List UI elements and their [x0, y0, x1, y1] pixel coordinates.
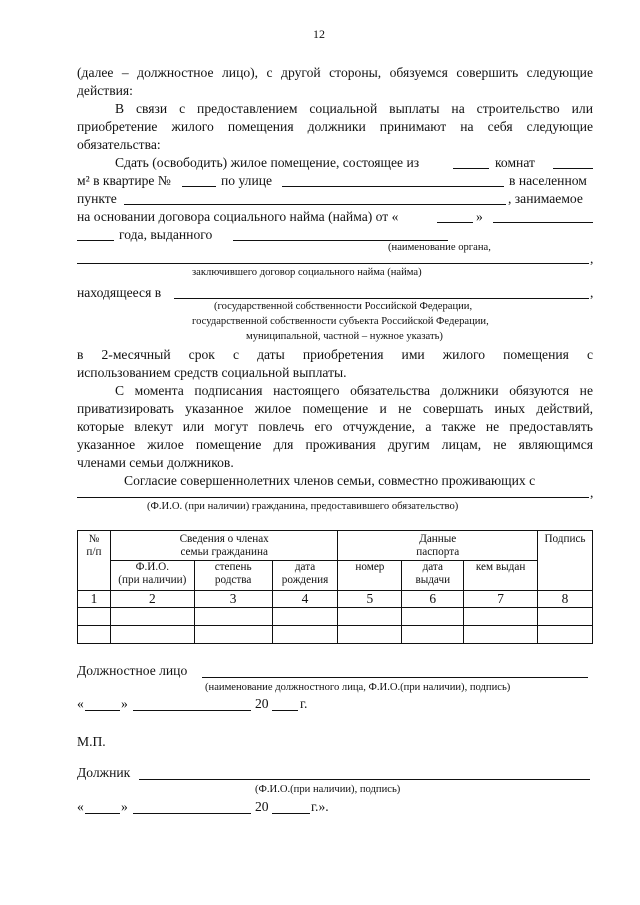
date2-open-quote: « [77, 799, 84, 814]
debtor-label: Должник [77, 765, 131, 780]
hint-contract: заключившего договор социального найма (найма) [192, 267, 422, 278]
street-blank [282, 186, 504, 187]
date1-year-blank [272, 710, 298, 711]
column-number: 1 [78, 591, 111, 608]
header-row-number: № п/п [78, 531, 111, 591]
stamp-place: М.П. [77, 734, 106, 749]
debtor-signature-blank [139, 779, 590, 780]
paragraph-5-line-4: указанное жилое помещение для проживания другим лицам, не являющимся [77, 437, 593, 452]
date1-day-blank [85, 710, 120, 711]
column-number: 5 [338, 591, 402, 608]
paragraph-3-line-2b: по улице [221, 173, 273, 188]
paragraph-2-line-3: обязательства: [77, 137, 161, 152]
header-relation: степень родства [194, 561, 272, 591]
column-number: 8 [537, 591, 592, 608]
paragraph-3-line-5: года, выданного [119, 227, 213, 242]
date1-year-prefix: 20 [255, 696, 269, 711]
date2-year-suffix: г.». [311, 799, 329, 814]
consent-line: Согласие совершеннолетних членов семьи, совместно проживающих с [124, 473, 536, 488]
apartment-number-blank [182, 186, 216, 187]
date2-month-blank [133, 813, 251, 814]
column-number: 4 [272, 591, 338, 608]
family-members-table [77, 530, 593, 644]
date2-year-blank [272, 813, 310, 814]
paragraph-2-line-2: приобретение жилого помещения должники принимают на себя следующие [77, 119, 593, 134]
date1-close-quote: » [121, 696, 128, 711]
ownership-blank [174, 298, 589, 299]
column-numbers-row [78, 591, 593, 608]
page-number: 12 [313, 27, 325, 41]
rooms-count-blank [453, 168, 489, 169]
paragraph-5-line-3: которые влекут или могут повлечь его отчуждение, а также не предоставлять [77, 419, 593, 434]
paragraph-3-line-2c: в населенном [509, 173, 587, 188]
hint-official: (наименование должностного лица, Ф.И.О.(при наличии), подпись) [205, 682, 511, 693]
paragraph-3-line-1b: комнат [495, 155, 535, 170]
header-passport-data: Данные паспорта [338, 531, 538, 561]
column-number: 6 [402, 591, 464, 608]
paragraph-3-line-4b: » [476, 209, 483, 224]
contract-day-blank [437, 222, 473, 223]
citizen-line-comma: , [590, 485, 594, 500]
paragraph-4-line-2: использованием средств социальной выплаты. [77, 365, 347, 380]
header-fio: Ф.И.О. (при наличии) [110, 561, 194, 591]
contract-year-blank [77, 240, 114, 241]
table-row [78, 608, 593, 626]
header-family-info: Сведения о членах семьи гражданина [110, 531, 338, 561]
ownership-line-comma: , [590, 285, 594, 300]
paragraph-3-line-1a: Сдать (освободить) жилое помещение, состоящее из [115, 155, 420, 170]
date1-year-suffix: г. [300, 696, 308, 711]
citizen-name-blank [77, 497, 589, 498]
paragraph-5-line-2: приватизировать указанное жилое помещение и не совершать иных действий, [77, 401, 593, 416]
column-number: 7 [464, 591, 538, 608]
header-signature: Подпись [537, 531, 592, 591]
header-issued-by: кем выдан [464, 561, 538, 591]
paragraph-1-line-2: действия: [77, 83, 133, 98]
date2-day-blank [85, 813, 120, 814]
header-birth-date: дата рождения [272, 561, 338, 591]
contract-month-blank [493, 222, 593, 223]
paragraph-3-line-4a: на основании договора социального найма (найма) от « [77, 209, 399, 224]
paragraph-3-line-2a: м² в квартире № [77, 173, 171, 188]
hint-organ: (наименование органа, [388, 242, 491, 253]
hint-ownership-3: муниципальной, частной – нужное указать) [246, 331, 443, 342]
date1-month-blank [133, 710, 251, 711]
settlement-blank [124, 204, 506, 205]
hint-debtor: (Ф.И.О.(при наличии), подпись) [255, 784, 401, 795]
paragraph-5-line-5: членами семьи должников. [77, 455, 234, 470]
paragraph-3-line-3b: , занимаемое [508, 191, 583, 206]
column-number: 3 [194, 591, 272, 608]
hint-citizen-fio: (Ф.И.О. (при наличии) гражданина, предоставившего обязательство) [147, 501, 459, 512]
hint-ownership-1: (государственной собственности Российской Федерации, [214, 301, 473, 312]
official-signature-blank [202, 677, 588, 678]
header-passport-number: номер [338, 561, 402, 591]
located-in-label: находящееся в [77, 285, 162, 300]
paragraph-4-line-1: в 2-месячный срок с даты приобретения ими жилого помещения с [77, 347, 593, 362]
paragraph-2-line-1: В связи с предоставлением социальной выплаты на строительство или [115, 101, 593, 116]
organ-line-comma: , [590, 251, 594, 266]
column-number: 2 [110, 591, 194, 608]
date2-year-prefix: 20 [255, 799, 269, 814]
hint-ownership-2: государственной собственности субъекта Российской Федерации, [192, 316, 489, 327]
official-label: Должностное лицо [77, 663, 188, 678]
date2-close-quote: » [121, 799, 128, 814]
header-issue-date: дата выдачи [402, 561, 464, 591]
paragraph-3-line-3a: пункте [77, 191, 117, 206]
date1-open-quote: « [77, 696, 84, 711]
table-row [78, 626, 593, 644]
area-blank [553, 168, 593, 169]
organ-name-blank [77, 263, 589, 264]
paragraph-5-line-1: С момента подписания настоящего обязательства должники обязуются не [115, 383, 593, 398]
paragraph-1-line-1: (далее – должностное лицо), с другой стороны, обязуемся совершить следующие [77, 65, 593, 80]
